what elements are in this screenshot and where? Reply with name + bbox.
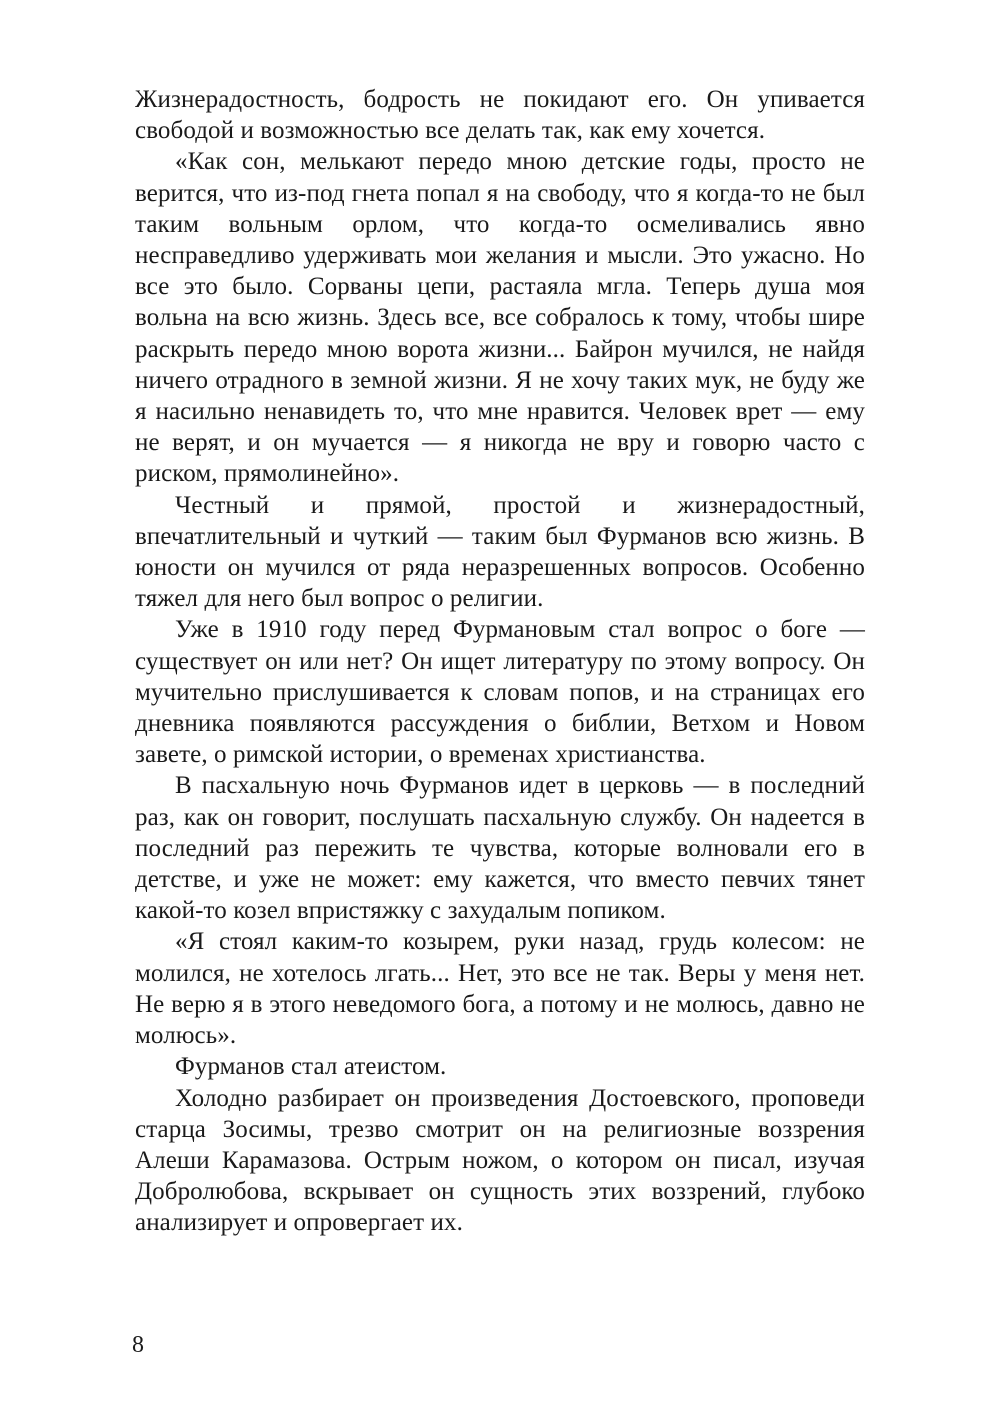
paragraph-2: «Как сон, мелькают передо мною детские годы, просто не верится, что из-под гнета попал я на свободу, что я когда-то не был таким вольным орлом, что когда-то осмеливались явно несправедливо удерживать мои желания и мысли. Это ужасно. Но все это было. Сорваны цепи, растаяла мгла. Теперь душа моя вольна на всю жизнь. Здесь все, все собралось к тому, чтобы шире раскрыть передо мною ворота жизни... Байрон мучился, не найдя ничего отрадного в земной жизни. Я не хочу таких мук, не буду же я насильно ненавидеть то, что мне нравится. Человек врет — ему не верят, и он мучается — я никогда не вру и говорю часто с риском, прямолинейно». <box>135 148 865 488</box>
page-number: 8 <box>132 1332 144 1358</box>
paragraph-7: Фурманов стал атеистом. <box>175 1053 447 1081</box>
paragraph-8: Холодно разбирает он произведения Достоевского, проповеди старца Зосимы, трезво смотрит он на религиозные воззрения Алеши Карамазова. Острым ножом, о котором он писал, изучая Добролюбова, вскрывает он сущность этих воззрений, глубоко анализирует и опровергает их. <box>135 1084 865 1237</box>
body-text <box>135 84 865 1239</box>
paragraph-4: Уже в 1910 году перед Фурмановым стал вопрос о боге — существует он или нет? Он ищет литературу по этому вопросу. Он мучительно прислушивается к словам попов, и на страницах его дневника появляются рассуждения о библии, Ветхом и Новом завете, о римской истории, о временах христианства. <box>135 616 865 769</box>
paragraph-3: Честный и прямой, простой и жизнерадостный, впечатлительный и чуткий — таким был Фурманов всю жизнь. В юности он мучился от ряда неразрешенных вопросов. Особенно тяжел для него был вопрос о религии. <box>135 491 865 613</box>
paragraph-1: Жизнерадостность, бодрость не покидают его. Он упивается свободой и возможностью все делать так, как ему хочется. <box>135 86 865 145</box>
paragraph-6: «Я стоял каким-то козырем, руки назад, грудь колесом: не молился, не хотелось лгать... Нет, это все не так. Веры у меня нет. Не верю я в этого неведомого бога, а потому и не молюсь, давно не молюсь». <box>135 928 865 1050</box>
paragraph-5: В пасхальную ночь Фурманов идет в церковь — в последний раз, как он говорит, послушать пасхальную службу. Он надеется в последний раз пережить те чувства, которые волновали его в детстве, и уже не может: ему кажется, что вместо певчих тянет какой-то козел впристяжку с захудалым попиком. <box>135 772 865 925</box>
